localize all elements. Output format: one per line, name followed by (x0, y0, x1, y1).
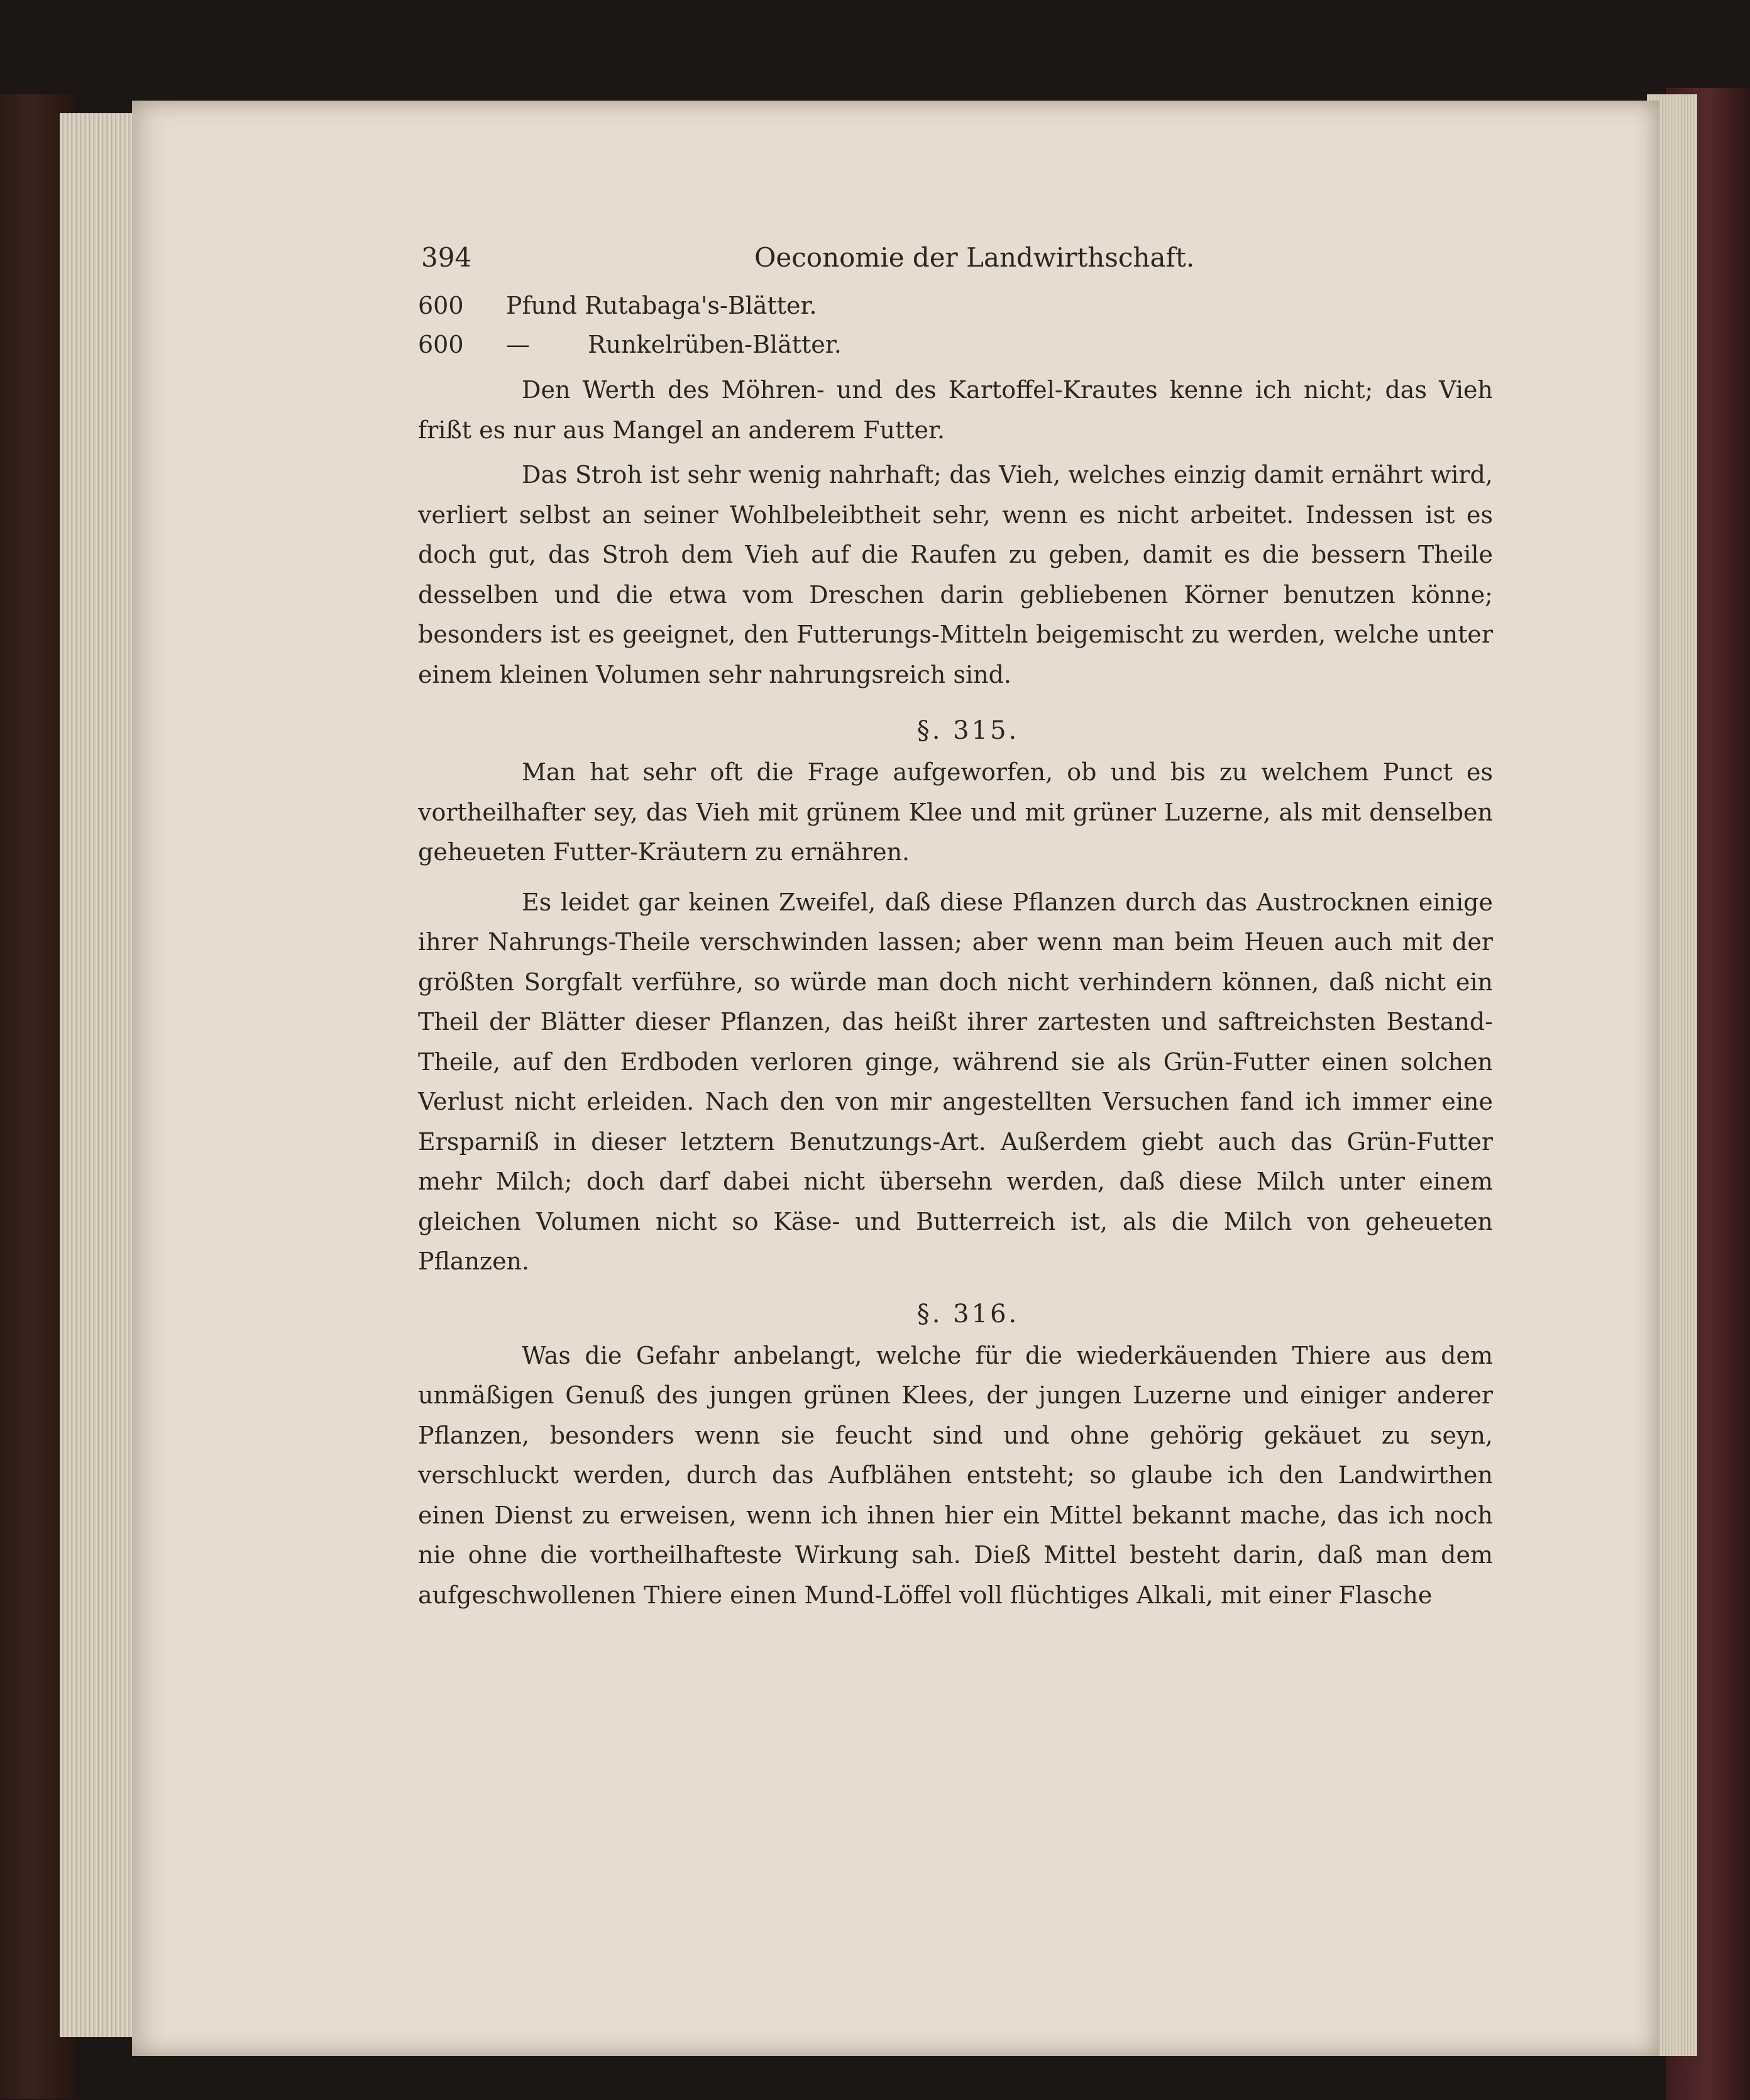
list-item (418, 325, 1493, 364)
page-number: 394 (421, 242, 472, 273)
list-text: Rutabaga's-Blätter. (585, 292, 817, 319)
paragraph: Man hat sehr oft die Frage aufgeworfen, ob und bis zu welchem Punct es vortheilhafter sey, das Vieh mit grünem Klee und mit grüner Luzerne, als mit denselben geheueten Futter-Kräutern zu ernähren. (418, 758, 1493, 866)
section-heading: §. 315. (916, 716, 1020, 745)
list-mark: Pfund (506, 292, 577, 319)
running-title: Oeconomie der Landwirthschaft. (754, 242, 1195, 273)
list-qty: 600 (418, 331, 464, 358)
paragraph: Was die Gefahr anbelangt, welche für die wiederkäuenden Thiere aus dem unmäßigen Genuß des jungen grünen Klees, der jungen Luzerne und einiger anderer Pflanzen, besonders wenn sie feucht sind und ohne gehörig gekäuet zu seyn, verschluckt werden, durch das Aufblähen entsteht; so glaube ich den Landwirthen einen Dienst zu erweisen, wenn ich ihnen hier ein Mittel bekannt mache, das ich noch nie ohne die vortheilhafteste Wirkung sah. Dieß Mittel besteht darin, daß man dem aufgeschwollenen Thiere einen Mund-Löffel voll flüchtiges Alkali, mit einer Flasche (418, 1341, 1493, 1609)
list-item (418, 286, 1493, 325)
page-content (418, 242, 1493, 1615)
list-qty: 600 (418, 292, 464, 319)
list-text: Runkelrüben-Blätter. (588, 331, 842, 358)
paragraph: Es leidet gar keinen Zweifel, daß diese Pflanzen durch das Austrocknen einige ihrer Nahrungs-Theile verschwinden lassen; aber wenn man beim Heuen auch mit der größten Sorgfalt verführe, so würde man doch nicht verhindern können, daß nicht ein Theil der Blätter dieser Pflanzen, das heißt ihrer zartesten und saftreichsten Bestand-Theile, auf den Erdboden verloren ginge, während sie als Grün-Futter einen solchen Verlust nicht erleiden. Nach den von mir angestellten Versuchen fand ich immer eine Ersparniß in dieser letztern Benutzungs-Art. Außerdem giebt auch das Grün-Futter mehr Milch; doch darf dabei nicht übersehn werden, daß diese Milch unter einem gleichen Volumen nicht so Käse- und Butterreich ist, als die Milch von geheueten Pflanzen. (418, 888, 1493, 1275)
running-head (418, 242, 1493, 286)
list-mark: — (506, 331, 530, 358)
section-heading: §. 316. (916, 1299, 1020, 1329)
paragraph: Den Werth des Möhren- und des Kartoffel-Krautes kenne ich nicht; das Vieh frißt es nur aus Mangel an anderem Futter. (418, 376, 1493, 444)
paragraph: Das Stroh ist sehr wenig nahrhaft; das Vieh, welches einzig damit ernährt wird, verliert selbst an seiner Wohlbeleibtheit sehr, wenn es nicht arbeitet. Indessen ist es doch gut, das Stroh dem Vieh auf die Raufen zu geben, damit es die bessern Theile desselben und die etwa vom Dreschen darin gebliebenen Körner benutzen könne; besonders ist es geeignet, den Futterungs-Mitteln beigemischt zu werden, welche unter einem kleinen Volumen sehr nahrungsreich sind. (418, 461, 1493, 688)
